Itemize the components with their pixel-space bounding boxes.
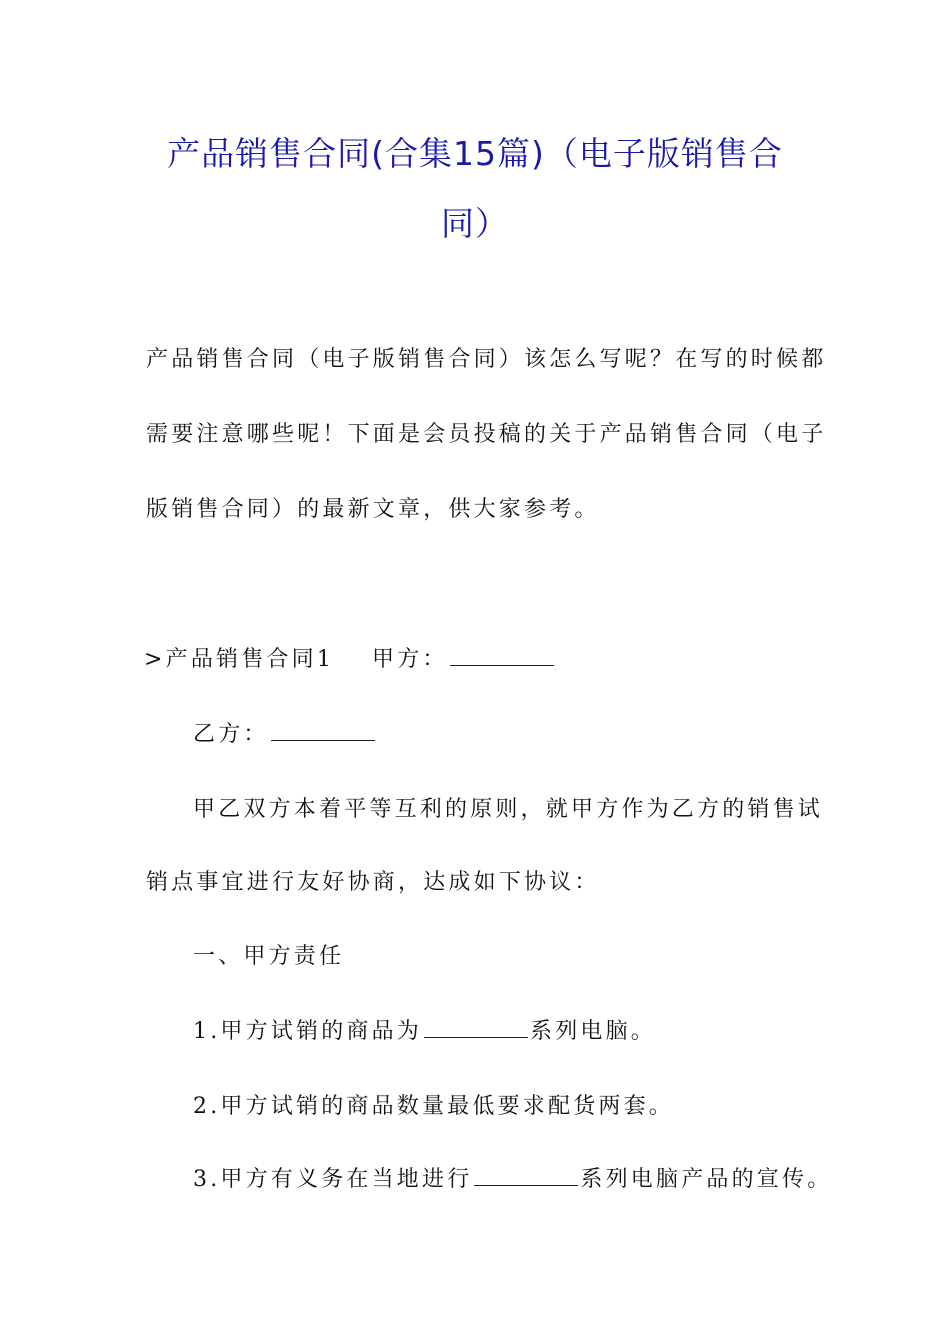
item-1-text: 1.甲方试销的商品为 — [193, 1019, 422, 1044]
section-heading-row — [144, 645, 556, 675]
intro-line-1: 产品销售合同（电子版销售合同）该怎么写呢？在写的时候都 — [146, 347, 827, 372]
item-3-blank — [474, 1165, 578, 1186]
clause-heading: 一、甲方责任 — [193, 944, 345, 969]
item-1-blank — [424, 1017, 528, 1038]
clause-item-1 — [193, 1017, 656, 1047]
item-3-suffix: 系列电脑产品的宣传。 — [580, 1167, 833, 1192]
clause-item-2: 2.甲方试销的商品数量最低要求配货两套。 — [193, 1094, 674, 1119]
party-b-label: 乙方： — [193, 722, 269, 747]
party-a-blank — [450, 645, 554, 666]
intro-line-3: 版销售合同）的最新文章，供大家参考。 — [146, 497, 600, 522]
party-b-row — [193, 720, 377, 750]
item-3-text: 3.甲方有义务在当地进行 — [193, 1167, 473, 1192]
document-title-continued: 同） — [441, 204, 509, 243]
document-title: 产品销售合同(合集15篇)（电子版销售合 — [167, 134, 783, 173]
party-a-label: 甲方： — [372, 647, 448, 672]
clause-item-3 — [193, 1165, 832, 1195]
body-line-1: 甲乙双方本着平等互利的原则，就甲方作为乙方的销售试 — [193, 797, 824, 822]
intro-line-2: 需要注意哪些呢！下面是会员投稿的关于产品销售合同（电子 — [146, 422, 827, 447]
party-b-blank — [271, 720, 375, 741]
body-line-2: 销点事宜进行友好协商，达成如下协议： — [146, 870, 600, 895]
section-heading: >产品销售合同1 — [144, 647, 335, 672]
item-1-suffix: 系列电脑。 — [530, 1019, 657, 1044]
